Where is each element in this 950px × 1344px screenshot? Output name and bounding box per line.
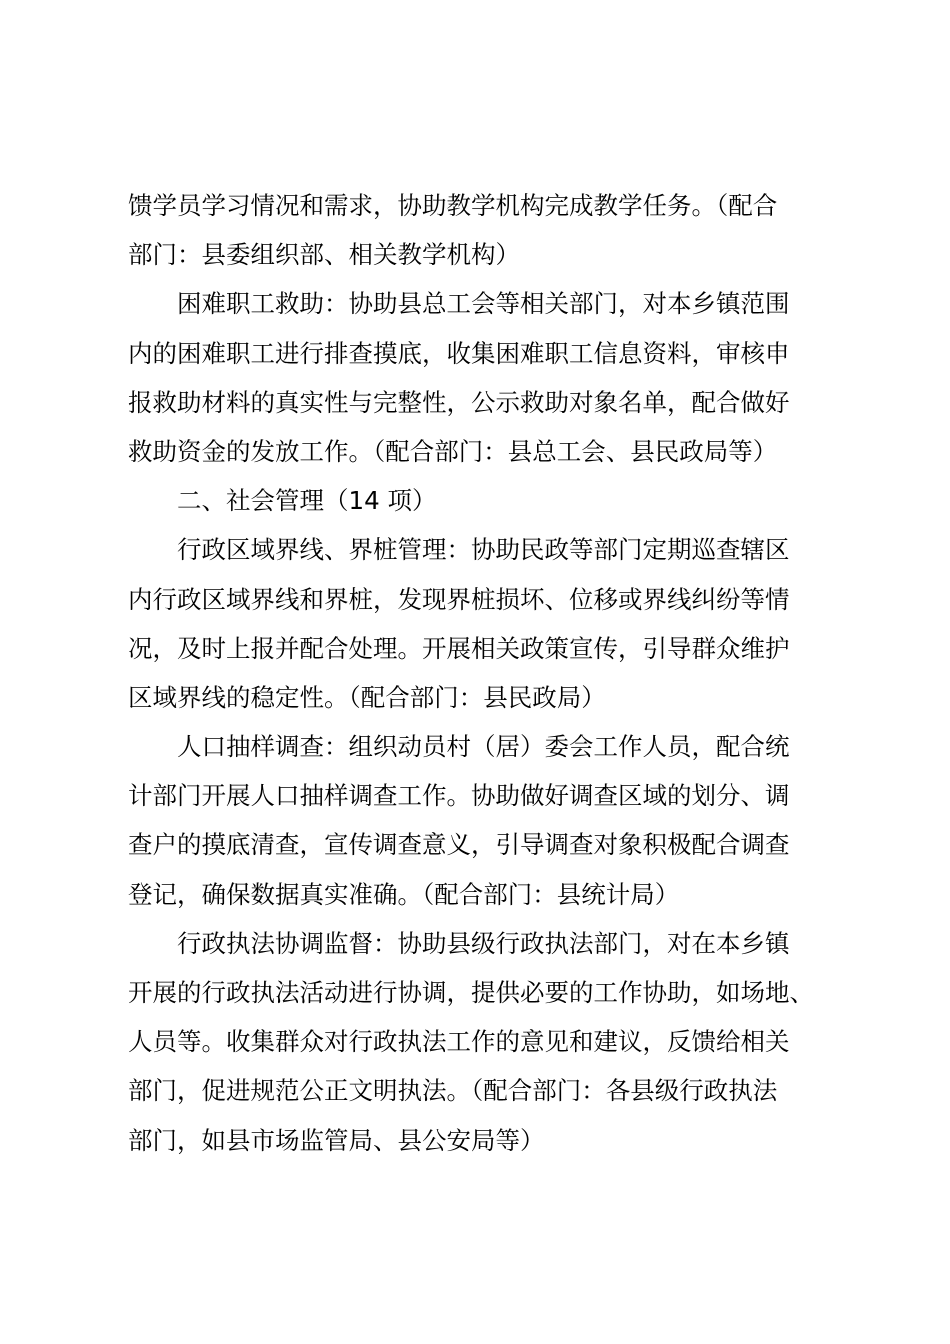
paragraph-law-enforcement-coordination (128, 919, 833, 1165)
document-body (128, 181, 833, 1165)
text-line: 部门，促进规范公正文明执法。（配合部门：各县级行政执法 (128, 1076, 778, 1106)
section-heading-social-management (128, 476, 833, 525)
text-line: 区域界线的稳定性。（配合部门：县民政局） (128, 682, 606, 712)
text-line: 况，及时上报并配合处理。开展相关政策宣传，引导群众维护 (128, 633, 790, 663)
text-line: 登记，确保数据真实准确。（配合部门：县统计局） (128, 879, 680, 909)
paragraph-population-sample-survey (128, 722, 833, 919)
text-line: 行政执法协调监督：协助县级行政执法部门，对在本乡镇 (128, 928, 790, 958)
text-line: 救助资金的发放工作。（配合部门：县总工会、县民政局等） (128, 436, 778, 466)
text-line: 人员等。收集群众对行政执法工作的意见和建议，反馈给相关 (128, 1027, 790, 1057)
text-line: 人口抽样调查：组织动员村（居）委会工作人员，配合统 (128, 732, 790, 762)
text-line: 开展的行政执法活动进行协调，提供必要的工作协助，如场地、 (128, 978, 814, 1007)
text-line: 部门，如县市场监管局、县公安局等） (128, 1125, 545, 1155)
section-heading: 二、社会管理（14 项） (128, 486, 437, 516)
paragraph-teaching-support (128, 181, 833, 279)
paragraph-hardship-worker-aid (128, 279, 833, 476)
text-line: 行政区域界线、界桩管理：协助民政等部门定期巡查辖区 (128, 535, 790, 565)
text-line: 馈学员学习情况和需求，协助教学机构完成教学任务。（配合 (128, 191, 778, 220)
text-line: 查户的摸底清查，宣传调查意义，引导调查对象积极配合调查 (128, 830, 790, 860)
text-line: 计部门开展人口抽样调查工作。协助做好调查区域的划分、调 (128, 781, 790, 811)
text-line: 部门：县委组织部、相关教学机构） (128, 240, 520, 270)
text-line: 内行政区域界线和界桩，发现界桩损坏、位移或界线纠纷等情 (128, 584, 790, 614)
paragraph-boundary-management (128, 525, 833, 722)
text-line: 困难职工救助：协助县总工会等相关部门，对本乡镇范围 (128, 289, 790, 319)
text-line: 内的困难职工进行排查摸底，收集困难职工信息资料，审核申 (128, 338, 790, 368)
text-line: 报救助材料的真实性与完整性，公示救助对象名单，配合做好 (128, 387, 790, 417)
